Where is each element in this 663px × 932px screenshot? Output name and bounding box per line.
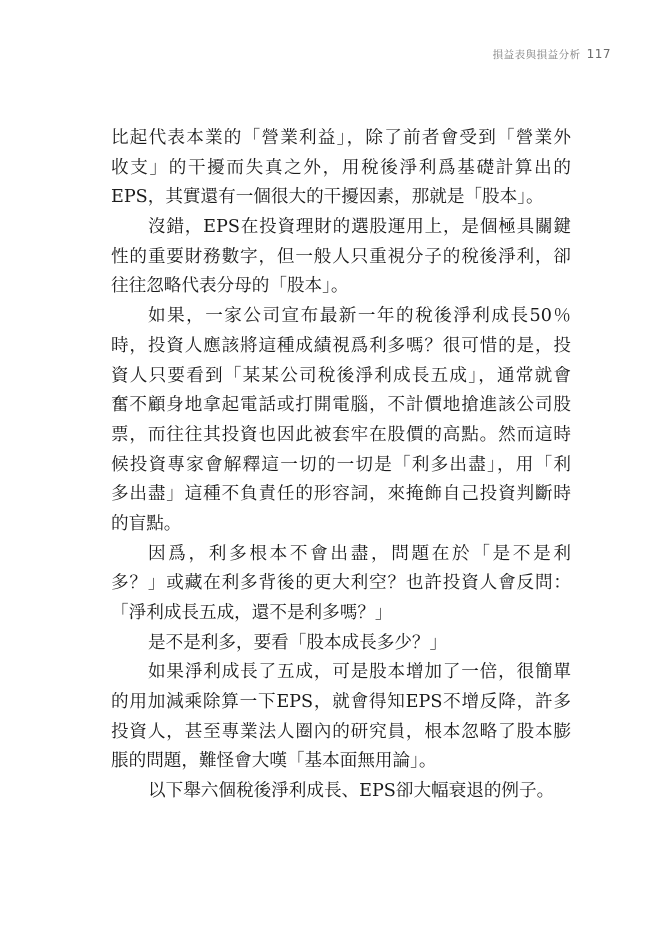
text-line: EPS，其實還有一個很大的干擾因素，那就是「股本」。 bbox=[111, 187, 544, 208]
text-line: 票，而往往其投資也因此被套牢在股價的高點。然而這時 bbox=[111, 424, 571, 445]
text-line: 收支」的干擾而失真之外，用稅後淨利爲基礎計算出的 bbox=[111, 157, 571, 178]
body-text bbox=[111, 124, 571, 807]
text-line: 多出盡」這種不負責任的形容詞，來掩飾自己投資判斷時 bbox=[111, 484, 571, 505]
text-line: 投資人，甚至專業法人圈內的研究員，根本忽略了股本膨 bbox=[111, 721, 571, 742]
text-line: 如果，一家公司宣布最新一年的稅後淨利成長50％ bbox=[148, 306, 571, 327]
text-line: 候投資專家會解釋這一切的一切是「利多出盡」，用「利 bbox=[111, 454, 571, 475]
text-line: 「淨利成長五成，還不是利多嗎？」 bbox=[111, 603, 393, 623]
text-line: 如果淨利成長了五成，可是股本增加了一倍，很簡單 bbox=[148, 662, 571, 683]
text-line: 時，投資人應該將這種成績視爲利多嗎？很可惜的是，投 bbox=[111, 335, 571, 356]
chapter-title: 損益表與損益分析 bbox=[492, 49, 581, 61]
text-line: 性的重要財務數字，但一般人只重視分子的稅後淨利，卻 bbox=[111, 246, 571, 267]
text-line: 的盲點。 bbox=[111, 513, 182, 534]
text-line: 以下舉六個稅後淨利成長、EPS卻大幅衰退的例子。 bbox=[148, 781, 555, 802]
running-header bbox=[493, 47, 611, 62]
text-line: 資人只要看到「某某公司稅後淨利成長五成」，通常就會 bbox=[111, 365, 571, 386]
text-line: 往往忽略代表分母的「股本」。 bbox=[111, 276, 349, 297]
page-number: 117 bbox=[586, 47, 611, 61]
text-line: 沒錯，EPS在投資理財的選股運用上，是個極具關鍵 bbox=[148, 217, 571, 238]
text-line: 多？」或藏在利多背後的更大利空？也許投資人會反問： bbox=[111, 573, 571, 594]
text-line: 奮不顧身地拿起電話或打開電腦，不計價地搶進該公司股 bbox=[111, 395, 571, 416]
text-line: 因爲，利多根本不會出盡，問題在於「是不是利 bbox=[148, 543, 571, 564]
text-line: 比起代表本業的「營業利益」，除了前者會受到「營業外 bbox=[111, 128, 571, 148]
text-line: 是不是利多，要看「股本成長多少？」 bbox=[148, 632, 448, 653]
text-line: 的用加減乘除算一下EPS，就會得知EPS不增反降，許多 bbox=[111, 692, 571, 713]
text-line: 脹的問題，難怪會大嘆「基本面無用論」。 bbox=[111, 751, 437, 772]
